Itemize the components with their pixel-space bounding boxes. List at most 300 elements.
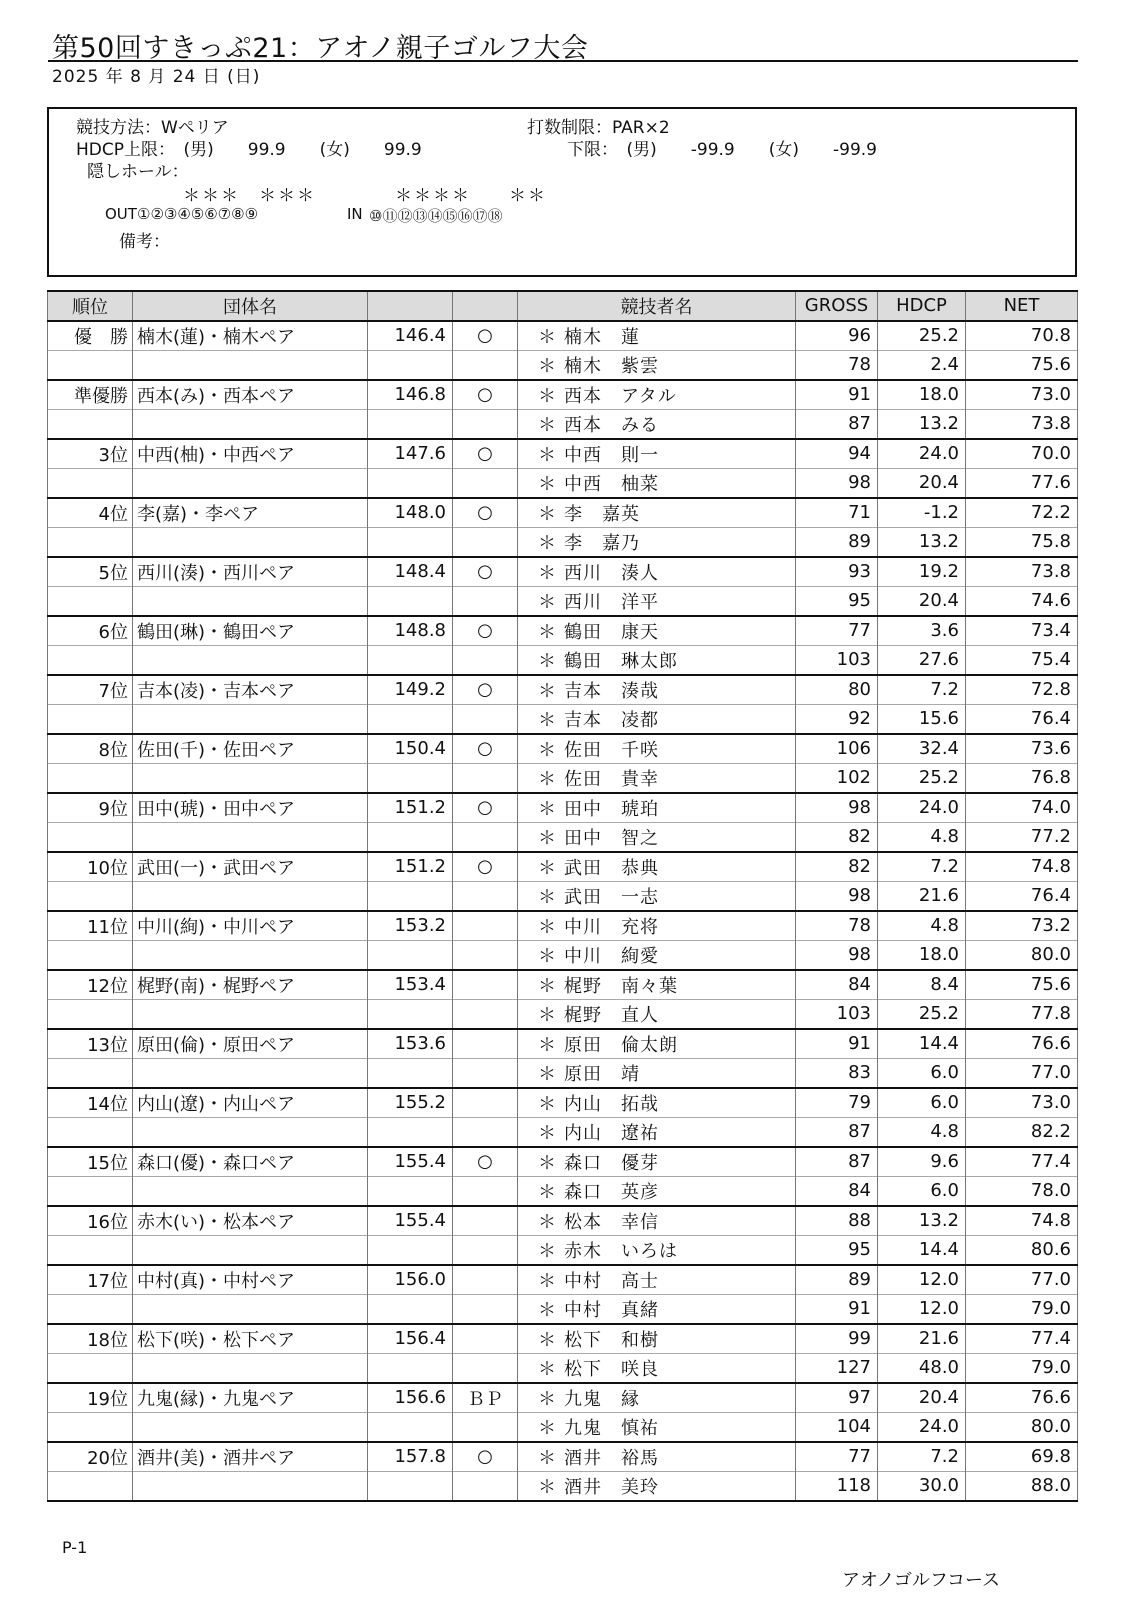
hdcp-cell: 4.8 — [878, 911, 966, 941]
team-name-cell — [133, 1412, 368, 1442]
team-score-cell — [368, 1471, 453, 1501]
player-name: 中村 高士 — [564, 1270, 659, 1292]
net-cell: 80.0 — [966, 940, 1078, 970]
gross-cell: 84 — [796, 970, 878, 1000]
hdcp-cell: 18.0 — [878, 380, 966, 410]
hdcp-cell: 20.4 — [878, 468, 966, 498]
player-name: 松下 和樹 — [564, 1329, 659, 1351]
mark-cell — [453, 911, 518, 941]
rank-cell — [48, 1412, 133, 1442]
team-name-cell — [133, 1058, 368, 1088]
team-score-cell: 155.2 — [368, 1088, 453, 1118]
player-cell — [518, 1294, 796, 1324]
player-name: 中村 真緒 — [564, 1299, 659, 1321]
mark-cell — [453, 763, 518, 793]
asterisk-marker: ＊ — [538, 1270, 556, 1292]
rank-cell: 8位 — [48, 734, 133, 764]
team-score-cell — [368, 1412, 453, 1442]
player-cell — [518, 1147, 796, 1177]
results-table — [47, 290, 1078, 1502]
net-cell: 76.6 — [966, 1383, 1078, 1413]
player-cell — [518, 586, 796, 616]
gross-cell: 92 — [796, 704, 878, 734]
mark-cell — [453, 527, 518, 557]
team-score-cell — [368, 881, 453, 911]
mark-cell — [453, 881, 518, 911]
gross-cell: 98 — [796, 881, 878, 911]
player-name: 西本 みる — [564, 414, 659, 436]
header-player: 競技者名 — [518, 291, 796, 321]
asterisk-marker: ＊ — [538, 1299, 556, 1321]
net-cell: 79.0 — [966, 1294, 1078, 1324]
rank-cell: 3位 — [48, 439, 133, 469]
team-name-cell — [133, 586, 368, 616]
mark-cell — [453, 1206, 518, 1236]
net-cell: 74.8 — [966, 1206, 1078, 1236]
hdcp-cell: 2.4 — [878, 350, 966, 380]
table-row — [48, 1383, 1078, 1413]
table-row — [48, 527, 1078, 557]
table-row — [48, 1058, 1078, 1088]
rank-cell — [48, 940, 133, 970]
gross-cell: 77 — [796, 1442, 878, 1472]
asterisk-marker: ＊ — [538, 326, 556, 348]
table-row — [48, 1147, 1078, 1177]
player-name: 梶野 直人 — [564, 1004, 659, 1026]
rank-cell: 7位 — [48, 675, 133, 705]
out-label: OUT — [105, 205, 137, 223]
team-score-cell — [368, 409, 453, 439]
team-name-cell: 松下(咲)・松下ペア — [133, 1324, 368, 1354]
table-row — [48, 970, 1078, 1000]
rank-cell: 5位 — [48, 557, 133, 587]
hdcp-cell: 9.6 — [878, 1147, 966, 1177]
gross-cell: 77 — [796, 616, 878, 646]
rank-cell — [48, 1235, 133, 1265]
team-score-cell: 146.8 — [368, 380, 453, 410]
team-score-cell: 146.4 — [368, 321, 453, 351]
asterisk-marker: ＊ — [538, 1122, 556, 1144]
team-score-cell — [368, 1235, 453, 1265]
mark-cell — [453, 1265, 518, 1295]
table-header-row — [48, 291, 1078, 321]
player-name: 楠木 紫雲 — [564, 355, 659, 377]
player-name: 吉本 湊哉 — [564, 680, 659, 702]
mark-cell — [453, 1088, 518, 1118]
hdcp-cell: 25.2 — [878, 763, 966, 793]
gross-cell: 118 — [796, 1471, 878, 1501]
player-name: 武田 恭典 — [564, 857, 659, 879]
rank-cell: 13位 — [48, 1029, 133, 1059]
player-name: 中西 則一 — [564, 444, 659, 466]
net-cell: 73.0 — [966, 380, 1078, 410]
hdcp-cell: 6.0 — [878, 1176, 966, 1206]
net-cell: 77.6 — [966, 468, 1078, 498]
rank-cell — [48, 1353, 133, 1383]
rank-cell: 9位 — [48, 793, 133, 823]
team-score-cell: 150.4 — [368, 734, 453, 764]
player-cell — [518, 439, 796, 469]
mark-cell — [453, 1235, 518, 1265]
team-score-cell — [368, 468, 453, 498]
rank-cell: 18位 — [48, 1324, 133, 1354]
asterisk-marker: ＊ — [538, 1240, 556, 1262]
stroke-limit: 打数制限：PAR×2 — [527, 118, 670, 138]
table-row — [48, 675, 1078, 705]
team-name-cell: 中川(絢)・中川ペア — [133, 911, 368, 941]
hdcp-cell: 14.4 — [878, 1235, 966, 1265]
player-name: 原田 倫太朗 — [564, 1034, 678, 1056]
hdcp-cell: 7.2 — [878, 852, 966, 882]
gross-cell: 87 — [796, 1117, 878, 1147]
asterisk-marker: ＊ — [538, 385, 556, 407]
player-cell — [518, 1058, 796, 1088]
rank-cell — [48, 763, 133, 793]
table-row — [48, 881, 1078, 911]
table-row — [48, 557, 1078, 587]
net-cell: 77.2 — [966, 822, 1078, 852]
team-name-cell: 赤木(い)・松本ペア — [133, 1206, 368, 1236]
mark-cell: ○ — [453, 321, 518, 351]
rank-cell: 20位 — [48, 1442, 133, 1472]
player-cell — [518, 321, 796, 351]
mark-cell — [453, 1412, 518, 1442]
hdcp-cell: 48.0 — [878, 1353, 966, 1383]
table-row — [48, 1029, 1078, 1059]
team-name-cell: 西本(み)・西本ペア — [133, 380, 368, 410]
hdcp-cell: 32.4 — [878, 734, 966, 764]
net-cell: 77.8 — [966, 999, 1078, 1029]
table-row — [48, 1412, 1078, 1442]
gross-cell: 82 — [796, 852, 878, 882]
team-name-cell — [133, 822, 368, 852]
conditions-box — [47, 107, 1077, 277]
asterisk-marker: ＊ — [538, 945, 556, 967]
player-name: 赤木 いろは — [564, 1240, 678, 1262]
hdcp-cell: 20.4 — [878, 586, 966, 616]
gross-cell: 71 — [796, 498, 878, 528]
asterisk-marker: ＊ — [538, 621, 556, 643]
player-cell — [518, 350, 796, 380]
table-row — [48, 645, 1078, 675]
gross-cell: 95 — [796, 586, 878, 616]
team-score-cell: 155.4 — [368, 1206, 453, 1236]
team-score-cell: 147.6 — [368, 439, 453, 469]
player-name: 内山 遼祐 — [564, 1122, 659, 1144]
hdcp-cell: 8.4 — [878, 970, 966, 1000]
hdcp-cell: 6.0 — [878, 1088, 966, 1118]
net-cell: 78.0 — [966, 1176, 1078, 1206]
hdcp-cell: 13.2 — [878, 527, 966, 557]
table-row — [48, 616, 1078, 646]
hdcp-cell: 21.6 — [878, 881, 966, 911]
net-cell: 73.0 — [966, 1088, 1078, 1118]
team-name-cell — [133, 1294, 368, 1324]
team-name-cell: 森口(優)・森口ペア — [133, 1147, 368, 1177]
net-cell: 77.4 — [966, 1324, 1078, 1354]
player-name: 九鬼 慎祐 — [564, 1417, 659, 1439]
team-name-cell: 李(嘉)・李ペア — [133, 498, 368, 528]
hdcp-cell: 13.2 — [878, 1206, 966, 1236]
table-row — [48, 1294, 1078, 1324]
asterisk-marker: ＊ — [538, 1417, 556, 1439]
rank-cell: 17位 — [48, 1265, 133, 1295]
team-score-cell — [368, 763, 453, 793]
rank-cell: 10位 — [48, 852, 133, 882]
net-cell: 72.2 — [966, 498, 1078, 528]
rank-cell: 14位 — [48, 1088, 133, 1118]
hdcp-cell: 4.8 — [878, 1117, 966, 1147]
gross-cell: 95 — [796, 1235, 878, 1265]
mark-cell — [453, 468, 518, 498]
rank-cell: 準優勝 — [48, 380, 133, 410]
rank-cell — [48, 704, 133, 734]
team-score-cell: 156.0 — [368, 1265, 453, 1295]
player-cell — [518, 1117, 796, 1147]
gross-cell: 127 — [796, 1353, 878, 1383]
team-name-cell: 梶野(南)・梶野ペア — [133, 970, 368, 1000]
asterisk-marker: ＊ — [538, 1181, 556, 1203]
gross-cell: 82 — [796, 822, 878, 852]
in-label: IN — [347, 205, 363, 223]
rank-cell: 12位 — [48, 970, 133, 1000]
gross-cell: 79 — [796, 1088, 878, 1118]
team-name-cell: 佐田(千)・佐田ペア — [133, 734, 368, 764]
team-name-cell — [133, 645, 368, 675]
team-score-cell: 151.2 — [368, 852, 453, 882]
player-name: 中川 充将 — [564, 916, 659, 938]
player-cell — [518, 1176, 796, 1206]
rank-cell — [48, 1294, 133, 1324]
gross-cell: 91 — [796, 1294, 878, 1324]
hdcp-cell: 20.4 — [878, 1383, 966, 1413]
asterisk-marker: ＊ — [538, 1063, 556, 1085]
player-name: 森口 英彦 — [564, 1181, 659, 1203]
gross-cell: 78 — [796, 911, 878, 941]
player-cell — [518, 970, 796, 1000]
player-cell — [518, 527, 796, 557]
asterisk-marker: ＊ — [538, 650, 556, 672]
asterisk-marker: ＊ — [538, 1152, 556, 1174]
table-row — [48, 999, 1078, 1029]
hdcp-cell: 12.0 — [878, 1294, 966, 1324]
mark-cell: ○ — [453, 734, 518, 764]
asterisk-marker: ＊ — [538, 827, 556, 849]
mark-cell — [453, 1294, 518, 1324]
gross-cell: 88 — [796, 1206, 878, 1236]
team-score-cell: 151.2 — [368, 793, 453, 823]
table-row — [48, 793, 1078, 823]
asterisk-marker: ＊ — [538, 709, 556, 731]
player-name: 田中 琥珀 — [564, 798, 659, 820]
player-cell — [518, 498, 796, 528]
net-cell: 80.6 — [966, 1235, 1078, 1265]
player-name: 松下 咲良 — [564, 1358, 659, 1380]
team-name-cell: 酒井(美)・酒井ペア — [133, 1442, 368, 1472]
header-net: NET — [966, 291, 1078, 321]
team-name-cell — [133, 409, 368, 439]
net-cell: 74.0 — [966, 793, 1078, 823]
asterisk-marker: ＊ — [538, 503, 556, 525]
table-row — [48, 940, 1078, 970]
asterisk-marker: ＊ — [538, 591, 556, 613]
rank-cell: 11位 — [48, 911, 133, 941]
table-row — [48, 1117, 1078, 1147]
net-cell: 76.4 — [966, 881, 1078, 911]
mark-cell — [453, 1353, 518, 1383]
team-score-cell: 157.8 — [368, 1442, 453, 1472]
team-name-cell — [133, 1117, 368, 1147]
player-name: 武田 一志 — [564, 886, 659, 908]
hdcp-cell: 24.0 — [878, 1412, 966, 1442]
asterisk-marker: ＊ — [538, 1211, 556, 1233]
table-row — [48, 763, 1078, 793]
mark-cell — [453, 1471, 518, 1501]
team-score-cell — [368, 1176, 453, 1206]
player-cell — [518, 616, 796, 646]
team-score-cell: 156.6 — [368, 1383, 453, 1413]
rank-cell: 16位 — [48, 1206, 133, 1236]
table-row — [48, 1088, 1078, 1118]
mark-cell: ○ — [453, 380, 518, 410]
team-score-cell — [368, 1058, 453, 1088]
net-cell: 74.8 — [966, 852, 1078, 882]
team-score-cell: 155.4 — [368, 1147, 453, 1177]
mark-cell — [453, 586, 518, 616]
team-name-cell — [133, 999, 368, 1029]
asterisk-marker: ＊ — [538, 1004, 556, 1026]
rank-cell — [48, 1058, 133, 1088]
mark-cell — [453, 1029, 518, 1059]
gross-cell: 104 — [796, 1412, 878, 1442]
player-name: 酒井 裕馬 — [564, 1447, 659, 1469]
header-mark — [453, 291, 518, 321]
header-gross: GROSS — [796, 291, 878, 321]
table-row — [48, 321, 1078, 351]
team-score-cell: 148.8 — [368, 616, 453, 646]
asterisk-marker: ＊ — [538, 414, 556, 436]
net-cell: 88.0 — [966, 1471, 1078, 1501]
asterisk-marker: ＊ — [538, 680, 556, 702]
hdcp-cell: -1.2 — [878, 498, 966, 528]
hidden-holes-label: 隠しホール： — [87, 162, 189, 182]
mark-cell: ○ — [453, 616, 518, 646]
team-name-cell — [133, 704, 368, 734]
net-cell: 75.8 — [966, 527, 1078, 557]
player-cell — [518, 704, 796, 734]
team-name-cell: 楠木(蓮)・楠木ペア — [133, 321, 368, 351]
team-score-cell — [368, 1294, 453, 1324]
gross-cell: 94 — [796, 439, 878, 469]
hdcp-cell: 25.2 — [878, 321, 966, 351]
asterisk-marker: ＊ — [538, 916, 556, 938]
team-name-cell — [133, 527, 368, 557]
hdcp-cell: 6.0 — [878, 1058, 966, 1088]
rank-cell — [48, 586, 133, 616]
table-row — [48, 1265, 1078, 1295]
gross-cell: 103 — [796, 999, 878, 1029]
net-cell: 80.0 — [966, 1412, 1078, 1442]
team-name-cell — [133, 763, 368, 793]
hdcp-cell: 12.0 — [878, 1265, 966, 1295]
net-cell: 70.8 — [966, 321, 1078, 351]
net-cell: 75.4 — [966, 645, 1078, 675]
header-team: 団体名 — [133, 291, 368, 321]
table-row — [48, 586, 1078, 616]
net-cell: 69.8 — [966, 1442, 1078, 1472]
page-number: P-1 — [62, 1538, 88, 1557]
gross-cell: 84 — [796, 1176, 878, 1206]
player-cell — [518, 380, 796, 410]
team-name-cell: 吉本(凌)・吉本ペア — [133, 675, 368, 705]
mark-cell — [453, 1324, 518, 1354]
mark-cell: ○ — [453, 1147, 518, 1177]
asterisk-marker: ＊ — [538, 355, 556, 377]
rank-cell: 15位 — [48, 1147, 133, 1177]
team-score-cell — [368, 1353, 453, 1383]
rank-cell: 6位 — [48, 616, 133, 646]
rank-cell — [48, 645, 133, 675]
hdcp-cell: 4.8 — [878, 822, 966, 852]
asterisk-marker: ＊ — [538, 444, 556, 466]
table-row — [48, 468, 1078, 498]
team-name-cell: 内山(遼)・内山ペア — [133, 1088, 368, 1118]
asterisk-marker: ＊ — [538, 857, 556, 879]
mark-cell — [453, 999, 518, 1029]
player-cell — [518, 793, 796, 823]
net-cell: 75.6 — [966, 350, 1078, 380]
team-name-cell — [133, 468, 368, 498]
team-score-cell: 156.4 — [368, 1324, 453, 1354]
net-cell: 77.4 — [966, 1147, 1078, 1177]
player-name: 田中 智之 — [564, 827, 659, 849]
net-cell: 76.8 — [966, 763, 1078, 793]
team-name-cell — [133, 940, 368, 970]
team-score-cell — [368, 645, 453, 675]
gross-cell: 96 — [796, 321, 878, 351]
rank-cell: 優 勝 — [48, 321, 133, 351]
hdcp-cell: 24.0 — [878, 793, 966, 823]
team-score-cell: 148.4 — [368, 557, 453, 587]
player-cell — [518, 822, 796, 852]
team-score-cell — [368, 1117, 453, 1147]
hdcp-cell: 3.6 — [878, 616, 966, 646]
mark-cell — [453, 704, 518, 734]
asterisk-marker: ＊ — [538, 1447, 556, 1469]
gross-cell: 87 — [796, 409, 878, 439]
player-cell — [518, 763, 796, 793]
gross-cell: 83 — [796, 1058, 878, 1088]
player-name: 佐田 千咲 — [564, 739, 659, 761]
team-score-cell: 148.0 — [368, 498, 453, 528]
table-row — [48, 1206, 1078, 1236]
player-cell — [518, 557, 796, 587]
team-name-cell: 西川(湊)・西川ペア — [133, 557, 368, 587]
table-row — [48, 1442, 1078, 1472]
hdcp-cell: 7.2 — [878, 675, 966, 705]
player-cell — [518, 940, 796, 970]
asterisk-marker: ＊ — [538, 798, 556, 820]
out-holes: ①②③④⑤⑥⑦⑧⑨ — [137, 205, 259, 223]
net-cell: 76.6 — [966, 1029, 1078, 1059]
gross-cell: 106 — [796, 734, 878, 764]
table-row — [48, 852, 1078, 882]
hdcp-cell: 21.6 — [878, 1324, 966, 1354]
player-name: 酒井 美玲 — [564, 1476, 659, 1498]
player-cell — [518, 1442, 796, 1472]
rank-cell — [48, 409, 133, 439]
player-cell — [518, 852, 796, 882]
